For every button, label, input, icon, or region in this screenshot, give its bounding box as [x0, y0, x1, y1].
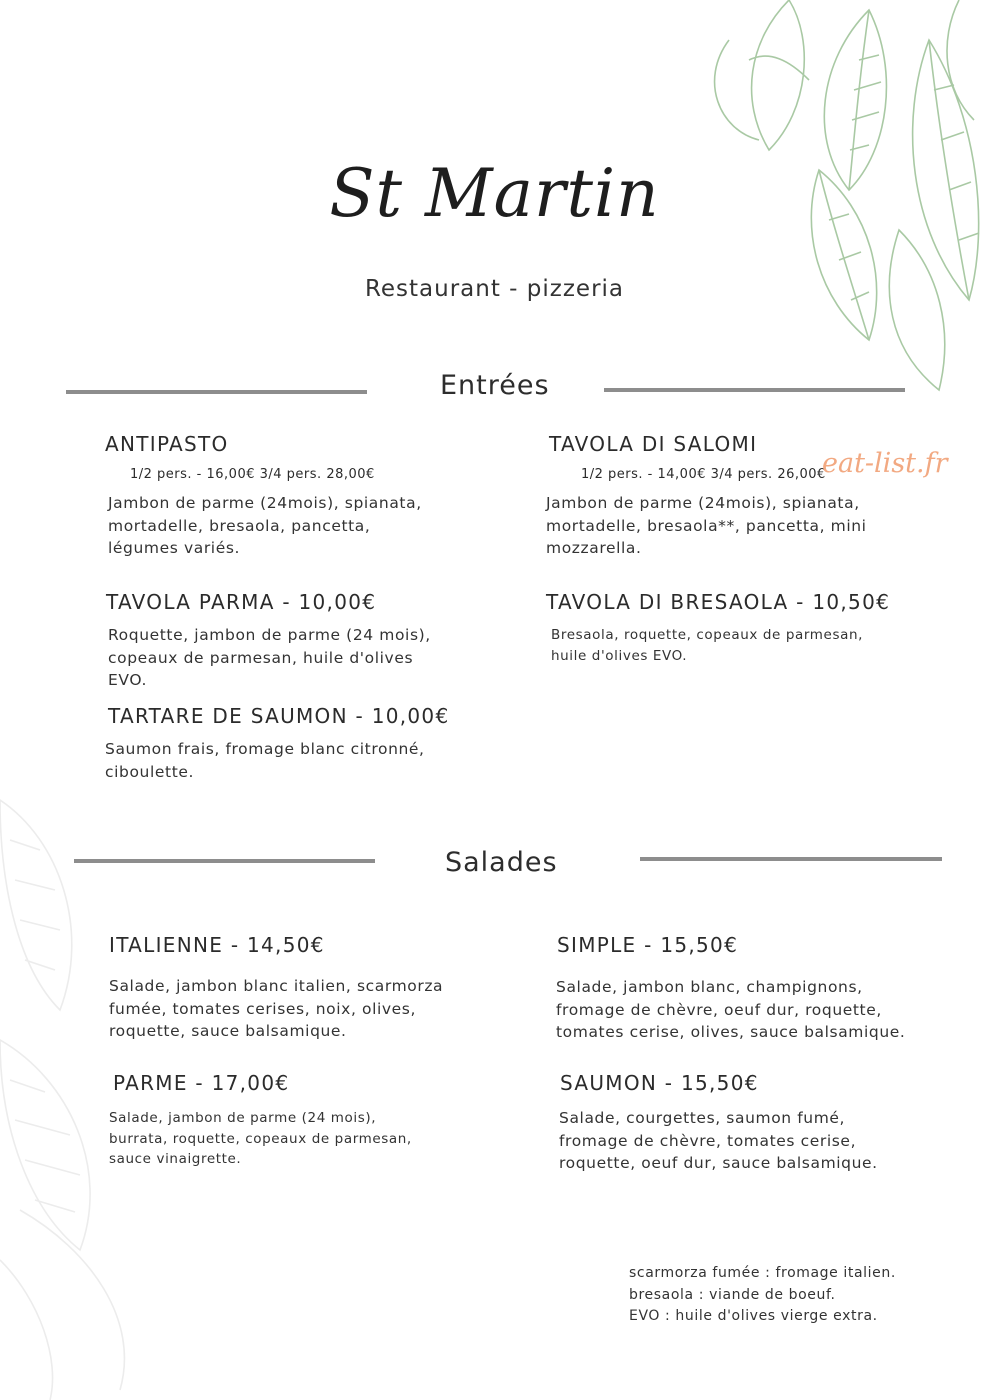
item-price-antipasto: 1/2 pers. - 16,00€ 3/4 pers. 28,00€ — [130, 467, 375, 482]
footnote-item: scarmorza fumée : fromage italien. — [629, 1265, 896, 1281]
item-title-tartare-de-saumon: TARTARE DE SAUMON - 10,00€ — [108, 704, 450, 728]
item-price-tavola-di-salomi: 1/2 pers. - 14,00€ 3/4 pers. 26,00€ — [581, 467, 826, 482]
footnote-item: EVO : huile d'olives vierge extra. — [629, 1308, 878, 1324]
section-title-salades: Salades — [445, 847, 558, 878]
item-desc-tavola-di-bresaola: Bresaola, roquette, copeaux de parmesan, huile d'olives EVO. — [551, 627, 864, 664]
item-desc-simple: Salade, jambon blanc, champignons, fromage de chèvre, oeuf dur, roquette, tomates cerise, olives, sauce balsamique. — [556, 978, 906, 1041]
item-title-saumon: SAUMON - 15,50€ — [560, 1071, 759, 1095]
section-divider-left — [66, 390, 367, 394]
item-title-tavola-di-salomi: TAVOLA DI SALOMI — [549, 432, 758, 456]
watermark: eat-list.fr — [822, 448, 948, 479]
item-title-tavola-di-bresaola: TAVOLA DI BRESAOLA - 10,50€ — [546, 590, 891, 614]
item-desc-parme: Salade, jambon de parme (24 mois), burrata, roquette, copeaux de parmesan, sauce vinaigrette. — [109, 1110, 412, 1167]
item-title-antipasto: ANTIPASTO — [105, 432, 229, 456]
section-divider-right — [640, 857, 942, 861]
item-desc-tartare-de-saumon: Saumon frais, fromage blanc citronné, ciboulette. — [105, 740, 425, 781]
item-title-italienne: ITALIENNE - 14,50€ — [109, 933, 325, 957]
restaurant-subtitle: Restaurant - pizzeria — [364, 276, 625, 302]
item-desc-antipasto: Jambon de parme (24mois), spianata, mortadelle, bresaola, pancetta, légumes variés. — [108, 494, 422, 557]
item-title-simple: SIMPLE - 15,50€ — [557, 933, 739, 957]
footnotes — [629, 1263, 896, 1328]
item-desc-saumon: Salade, courgettes, saumon fumé, fromage de chèvre, tomates cerise, roquette, oeuf dur, sauce balsamique. — [559, 1109, 878, 1172]
footnote-item: bresaola : viande de boeuf. — [629, 1286, 836, 1303]
item-title-tavola-parma: TAVOLA PARMA - 10,00€ — [106, 590, 377, 614]
section-divider-right — [604, 388, 905, 392]
item-desc-tavola-parma: Roquette, jambon de parme (24 mois), copeaux de parmesan, huile d'olives EVO. — [108, 626, 431, 689]
item-desc-tavola-di-salomi: Jambon de parme (24mois), spianata, mortadelle, bresaola**, pancetta, mini mozzarella. — [546, 494, 867, 557]
item-desc-italienne: Salade, jambon blanc italien, scarmorza fumée, tomates cerises, noix, olives, roquette, sauce balsamique. — [109, 977, 444, 1040]
section-title-entrees: Entrées — [440, 370, 550, 401]
section-divider-left — [74, 859, 375, 863]
restaurant-name: St Martin — [329, 155, 660, 232]
item-title-parme: PARME - 17,00€ — [113, 1071, 290, 1095]
